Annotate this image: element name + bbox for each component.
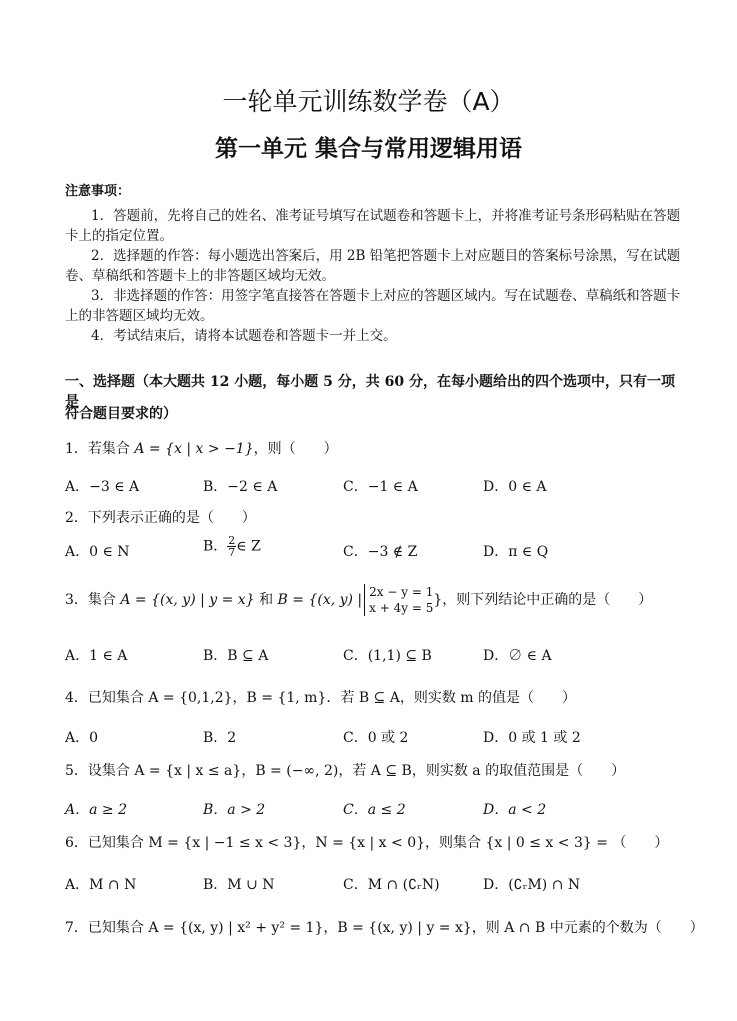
notice-item-3: 3．非选择题的作答：用签字笔直接答在答题卡上对应的答题区域内。写在试题卷、草稿纸和答题卡上的非答题区域均无效。: [65, 288, 681, 324]
notice-item-2: 2．选择题的作答：每小题选出答案后，用 2B 铅笔把答题卡上对应题目的答案标号涂黑，写在试题卷、草稿纸和答题卡上的非答题区域均无效。: [65, 248, 681, 284]
option-d: D．0 或 1 或 2: [483, 730, 581, 746]
question-number: 4．: [65, 690, 88, 706]
option-c: C．0 或 2: [343, 730, 409, 746]
question-text: 设集合 A = {x | x ≤ a}，B = (−∞, 2)，若 A ⊆ B，则实数 a 的取值范围是（ ）: [87, 763, 626, 779]
question-text: 若集合: [87, 441, 135, 457]
option-c: C．M ∩ (∁ᵣN): [343, 877, 440, 893]
question-3: [65, 584, 685, 616]
question-text: 下列表示正确的是（ ）: [87, 510, 256, 526]
question-math: A = {x | x > −1}: [134, 441, 254, 457]
question-text-end: ，则下列结论中正确的是（ ）: [442, 592, 653, 608]
option-c: C．−3 ∉ Z: [343, 544, 418, 560]
fraction-numerator: 2: [228, 534, 236, 547]
question-1-options: [65, 476, 685, 496]
option-c: C．−1 ∈ A: [343, 479, 418, 495]
question-7: [65, 917, 704, 937]
question-6-options: [65, 874, 685, 894]
question-1: [65, 438, 685, 458]
question-text: 已知集合 A = {0,1,2}，B = {1, m}．若 B ⊆ A，则实数 m 的值是（ ）: [87, 690, 577, 706]
question-text-end: ，则（ ）: [253, 441, 338, 457]
question-text-mid: 和: [254, 592, 278, 608]
notice-item-4: 4．考试结束后，请将本试题卷和答题卡一并上交。: [91, 328, 397, 344]
equation-system: [364, 584, 433, 616]
equation-1: 2x − y = 1: [369, 585, 434, 599]
option-d: D．π ∈ Q: [483, 544, 549, 560]
option-b-rest: ∈ Z: [236, 538, 261, 555]
option-b: [203, 535, 261, 558]
question-number: 5．: [65, 763, 88, 779]
option-a: A．0: [65, 730, 99, 746]
page-title: 一轮单元训练数学卷（A）: [222, 87, 515, 116]
question-number: 7．: [65, 920, 88, 936]
question-text: 已知集合 A = {(x, y) | x² + y² = 1}，B = {(x, y) | y = x}，则 A ∩ B 中元素的个数为（ ）: [87, 920, 704, 936]
question-number: 6．: [65, 835, 88, 851]
section-heading-line2: 符合题目要求的）: [65, 406, 177, 422]
question-2: [65, 507, 685, 527]
fraction: [227, 535, 236, 558]
question-4: [65, 687, 685, 707]
option-d: D．a < 2: [483, 802, 547, 818]
question-5: [65, 760, 685, 780]
question-text: 已知集合 M = {x | −1 ≤ x < 3}，N = {x | x < 0}，则集合 {x | 0 ≤ x < 3} = （ ）: [87, 835, 669, 851]
option-a: A．1 ∈ A: [65, 648, 128, 664]
question-2-options: [65, 534, 685, 561]
question-number: 3．: [65, 592, 88, 608]
option-b: B．−2 ∈ A: [203, 479, 278, 495]
question-number: 1．: [65, 441, 88, 457]
equation-2: x + 4y = 5: [369, 601, 434, 615]
question-text: 集合: [87, 592, 121, 608]
notice-block: [65, 206, 685, 346]
option-d: D．∅ ∈ A: [483, 648, 552, 664]
option-a: A．−3 ∈ A: [65, 479, 140, 495]
option-d: D．(∁ᵣM) ∩ N: [483, 877, 581, 893]
section-heading-line1: 一、选择题（本大题共 12 小题，每小题 5 分，共 60 分，在每小题给出的四个选项中，只有一项是: [65, 374, 675, 410]
question-5-options: [65, 799, 685, 819]
option-a: A．a ≥ 2: [65, 802, 127, 818]
question-6: [65, 832, 685, 852]
option-a: A．0 ∈ N: [65, 544, 130, 560]
option-b: B．B ⊆ A: [203, 648, 269, 664]
question-4-options: [65, 727, 685, 747]
option-c: C．(1,1) ⊆ B: [343, 648, 432, 664]
option-b: B．2: [203, 730, 237, 746]
option-a: A．M ∩ N: [65, 877, 137, 893]
option-b: B．M ∪ N: [203, 877, 275, 893]
option-c: C．a ≤ 2: [343, 802, 406, 818]
question-number: 2．: [65, 510, 88, 526]
notice-item-1: 1．答题前，先将自己的姓名、准考证号填写在试题卷和答题卡上，并将准考证号条形码粘贴在答题卡上的指定位置。: [65, 208, 681, 244]
option-b-label: B．: [203, 538, 228, 555]
option-b: B．a > 2: [203, 802, 266, 818]
notice-heading: 注意事项：: [65, 184, 131, 199]
fraction-denominator: 7: [228, 546, 236, 559]
set-b-close: }: [433, 592, 443, 608]
set-a: A = {(x, y) | y = x}: [120, 592, 255, 608]
question-3-options: [65, 645, 685, 665]
page-subtitle: 第一单元 集合与常用逻辑用语: [214, 136, 522, 162]
option-d: D．0 ∈ A: [483, 479, 547, 495]
set-b-open: B = {(x, y) |: [277, 592, 363, 608]
